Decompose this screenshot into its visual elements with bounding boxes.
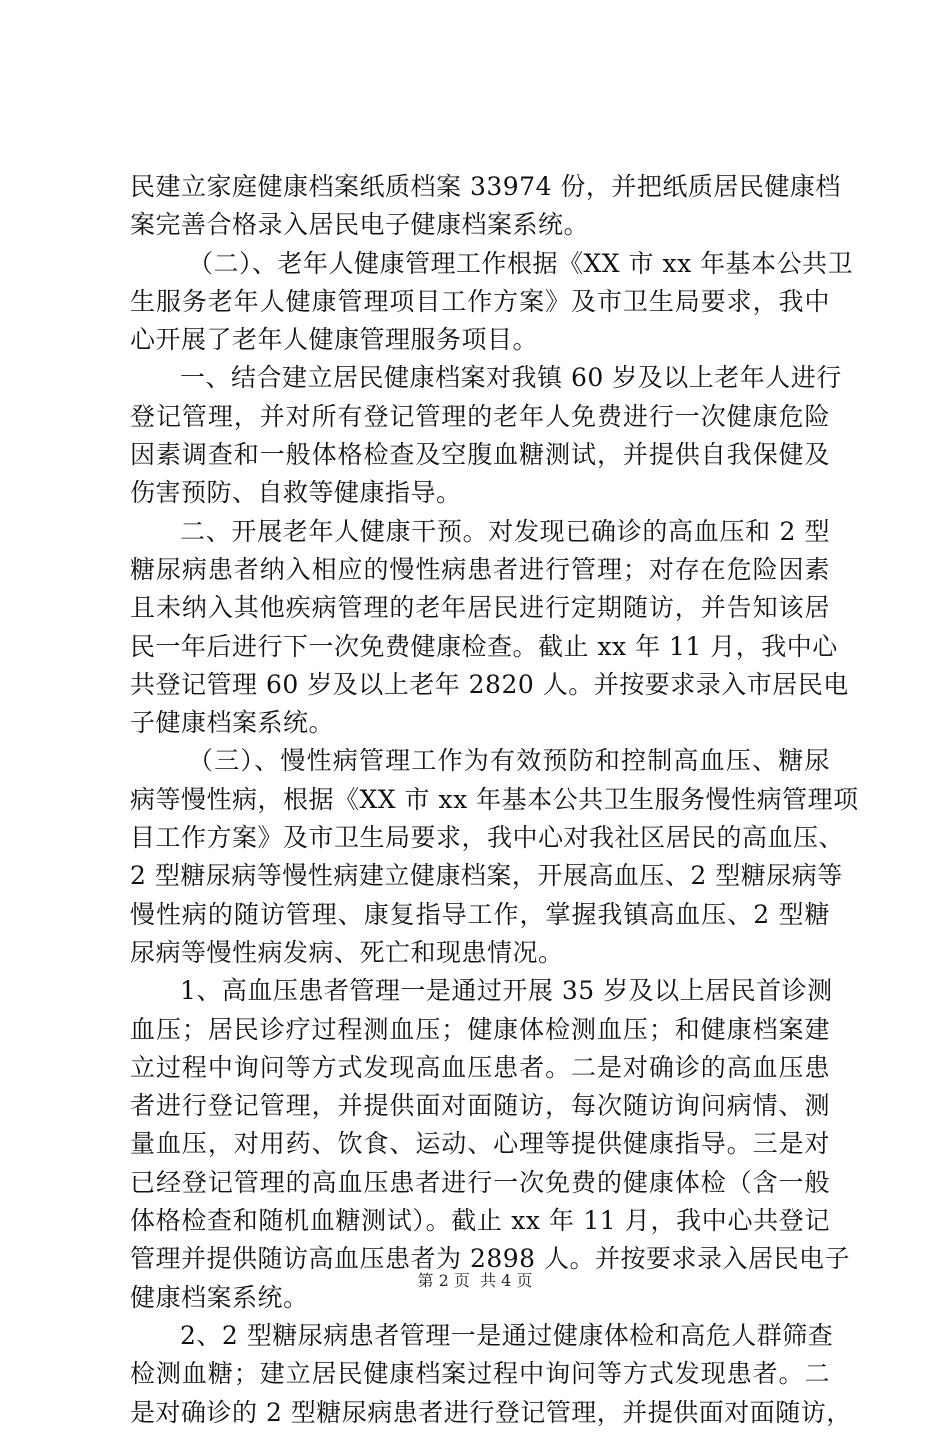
text-line: 目工作方案》及市卫生局要求，我中心对我社区居民的高血压、 [130,823,845,853]
text-line: 一、结合建立居民健康档案对我镇 60 岁及以上老年人进行 [180,363,842,393]
text-line: 立过程中询问等方式发现高血压患者。二是对确诊的高血压患 [130,1052,830,1082]
text-line: 糖尿病患者纳入相应的慢性病患者进行管理；对存在危险因素 [130,554,830,584]
text-line: 慢性病的随访管理、康复指导工作，掌握我镇高血压、2 型糖 [130,899,830,929]
text-line: 二、开展老年人健康干预。对发现已确诊的高血压和 2 型 [180,516,830,546]
text-line: 者进行登记管理，并提供面对面随访，每次随访询问病情、测 [130,1091,830,1121]
text-line: 因素调查和一般体格检查及空腹血糖测试，并提供自我保健及 [130,440,830,470]
text-line: 是对确诊的 2 型糖尿病患者进行登记管理，并提供面对面随访， [130,1397,852,1427]
text-line: 量血压，对用药、饮食、运动、心理等提供健康指导。三是对 [130,1129,830,1159]
text-line: 尿病等慢性病发病、死亡和现患情况。 [130,937,564,967]
text-line: 管理并提供随访高血压患者为 2898 人。并按要求录入居民电子 [130,1244,851,1274]
document-body [130,168,859,1432]
text-line: 2、2 型糖尿病患者管理一是通过健康体检和高危人群筛查 [180,1320,834,1350]
text-line: 检测血糖；建立居民健康档案过程中询问等方式发现患者。二 [130,1359,830,1389]
text-line: 伤害预防、自救等健康指导。 [130,478,462,508]
text-line: 子健康档案系统。 [130,708,335,738]
text-line: （二）、老年人健康管理工作根据《XX 市 xx 年基本公共卫 [188,248,854,278]
text-line: 民一年后进行下一次免费健康检查。截止 xx 年 11 月，我中心 [130,631,838,661]
text-line: 1、高血压患者管理一是通过开展 35 岁及以上居民首诊测 [180,976,833,1006]
text-line: 已经登记管理的高血压患者进行一次免费的健康体检（含一般 [130,1167,830,1197]
text-line: 体格检查和随机血糖测试）。截止 xx 年 11 月，我中心共登记 [130,1206,830,1236]
text-line: 民建立家庭健康档案纸质档案 33974 份，并把纸质居民健康档 [130,172,841,201]
text-line: 且未纳入其他疾病管理的老年居民进行定期随访，并告知该居 [130,593,830,623]
text-line: 2 型糖尿病等慢性病建立健康档案，开展高血压、2 型糖尿病等 [130,861,843,891]
text-line: 生服务老年人健康管理项目工作方案》及市卫生局要求，我中 [130,286,830,316]
text-line: 案完善合格录入居民电子健康档案系统。 [130,210,590,240]
text-line: 共登记管理 60 岁及以上老年 2820 人。并按要求录入市居民电 [130,669,849,699]
text-line: 心开展了老年人健康管理服务项目。 [130,325,539,355]
text-line: （三）、慢性病管理工作为有效预防和控制高血压、糖尿 [188,746,830,776]
text-line: 健康档案系统。 [130,1282,309,1312]
text-line: 病等慢性病，根据《XX 市 xx 年基本公共卫生服务慢性病管理项 [130,784,859,814]
text-line: 登记管理，并对所有登记管理的老年人免费进行一次健康危险 [130,401,830,431]
text-line: 血压；居民诊疗过程测血压；健康体检测血压；和健康档案建 [130,1014,830,1044]
page-footer: 第 2 页 共 4 页 [417,1271,533,1290]
